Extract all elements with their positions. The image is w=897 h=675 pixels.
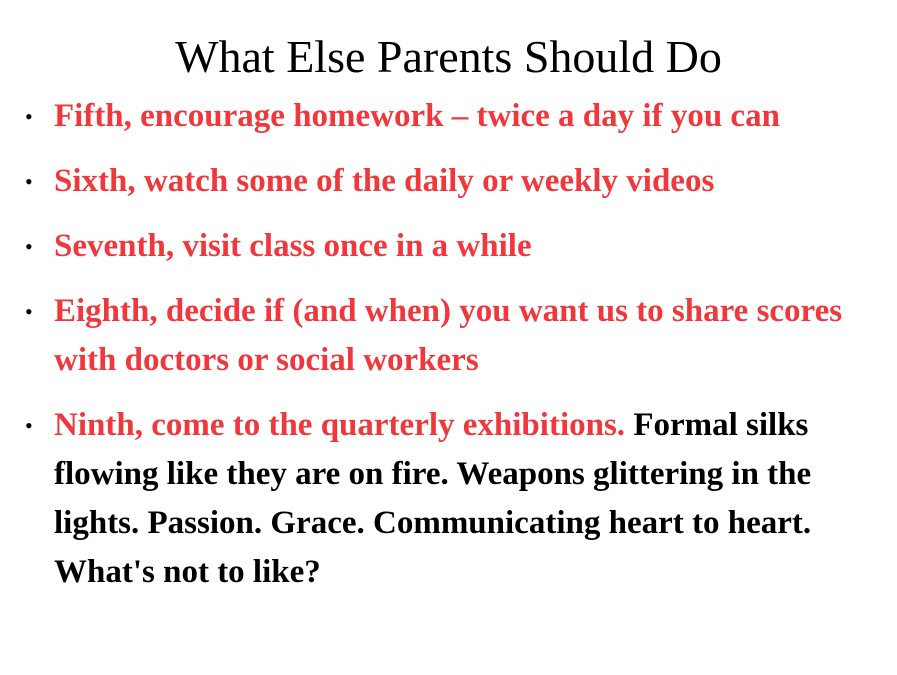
bullet-icon: •	[25, 169, 33, 194]
bullet-text-plain: Formal silks flowing like they are on fire. Weapons glittering in the lights. Passion. Grace. Communicating heart to heart. What's not to like?	[54, 407, 812, 590]
bullet-icon: •	[25, 413, 33, 438]
bullet-item-seventh	[22, 222, 888, 271]
bullet-icon: •	[25, 104, 33, 129]
bullet-text-highlight: Sixth, watch some of the daily or weekly videos	[54, 163, 715, 199]
bullet-icon: •	[25, 299, 33, 324]
slide-title: What Else Parents Should Do	[175, 31, 722, 82]
bullet-text-highlight: Eighth, decide if (and when) you want us to share scores with doctors or social workers	[54, 293, 843, 378]
bullet-text-highlight: Fifth, encourage homework – twice a day if you can	[54, 98, 780, 134]
bullet-icon: •	[25, 234, 33, 259]
bullet-item-sixth	[22, 157, 888, 206]
bullet-item-fifth	[22, 92, 888, 141]
bullet-item-ninth	[22, 401, 888, 597]
bullet-list	[22, 92, 888, 613]
bullet-text-highlight: Seventh, visit class once in a while	[54, 228, 532, 264]
bullet-text-highlight: Ninth, come to the quarterly exhibitions.	[54, 407, 626, 443]
bullet-item-eighth	[22, 287, 888, 385]
